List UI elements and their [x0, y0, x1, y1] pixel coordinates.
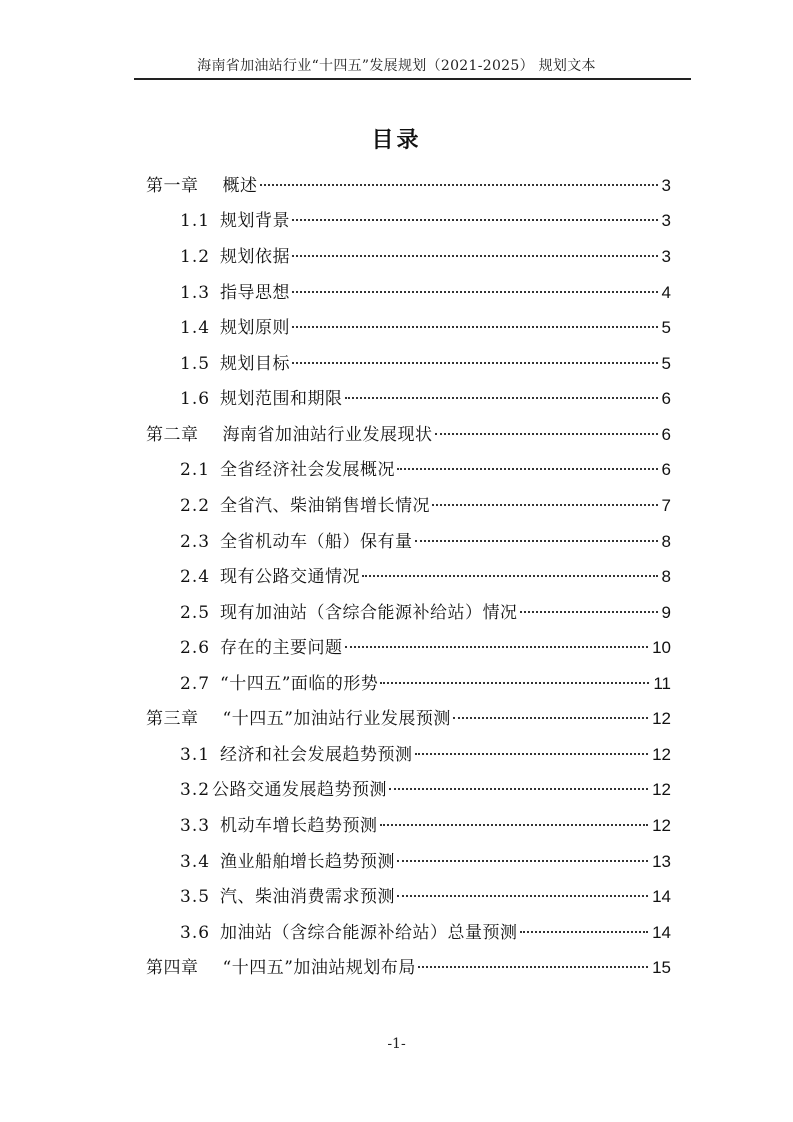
toc-title: 目录 [371, 127, 422, 153]
toc-entry-page: 3 [661, 176, 671, 195]
page-number: -1- [387, 1036, 406, 1052]
dot-leader [345, 397, 658, 399]
toc-entry-2-1[interactable] [180, 453, 671, 487]
toc-entry-number: 第一章 [146, 176, 199, 196]
toc-entry-1-1[interactable] [180, 204, 671, 238]
dot-leader [380, 682, 649, 684]
toc-entry-page: 12 [652, 780, 671, 799]
toc-entry-number: 1.6 [180, 389, 211, 409]
toc-entry-chapter-1[interactable] [146, 169, 671, 203]
toc-entry-page: 10 [652, 638, 671, 657]
toc-entry-title: 现有公路交通情况 [220, 567, 361, 587]
toc-entry-page: 5 [661, 354, 671, 373]
toc-entry-title: 公路交通发展趋势预测 [212, 780, 388, 800]
toc-entry-number: 2.6 [180, 638, 211, 658]
toc-entry-1-6[interactable] [180, 382, 671, 416]
toc-entry-page: 3 [661, 247, 671, 266]
toc-entry-number: 2.3 [180, 532, 211, 552]
toc-entry-title: 海南省加油站行业发展现状 [222, 425, 433, 445]
toc-entry-1-4[interactable] [180, 311, 671, 345]
toc-entry-chapter-4[interactable] [146, 951, 671, 985]
toc-entry-3-2[interactable] [180, 773, 671, 807]
toc-entry-page: 15 [652, 958, 671, 977]
toc-entry-page: 11 [653, 674, 671, 693]
dot-leader [453, 717, 648, 719]
dot-leader [435, 433, 658, 435]
dot-leader [292, 219, 657, 221]
toc-entry-number: 1.3 [180, 283, 211, 303]
toc-entry-number: 3.2 [180, 780, 211, 800]
toc-entry-page: 8 [661, 532, 671, 551]
toc-entry-1-3[interactable] [180, 276, 671, 310]
running-header: 海南省加油站行业“十四五”发展规划（2021-2025） 规划文本 [197, 58, 596, 74]
toc-entry-page: 13 [652, 852, 671, 871]
dot-leader [362, 575, 657, 577]
toc-entry-1-2[interactable] [180, 240, 671, 274]
toc-entry-number: 1.1 [180, 211, 211, 231]
toc-entry-page: 8 [661, 567, 671, 586]
toc-entry-page: 6 [661, 425, 671, 444]
toc-entry-chapter-2[interactable] [146, 418, 671, 452]
toc-entry-number: 2.4 [180, 567, 211, 587]
toc-entry-number: 1.5 [180, 354, 211, 374]
toc-entry-title: 全省机动车（船）保有量 [220, 532, 413, 552]
toc-entry-number: 3.4 [180, 852, 211, 872]
dot-leader [415, 540, 658, 542]
dot-leader [418, 966, 648, 968]
dot-leader [292, 362, 657, 364]
toc-entry-title: “十四五”加油站规划布局 [222, 958, 416, 978]
toc-entry-number: 3.5 [180, 887, 211, 907]
toc-entry-2-2[interactable] [180, 489, 671, 523]
dot-leader [520, 611, 658, 613]
toc-entry-title: 存在的主要问题 [220, 638, 343, 658]
toc-entry-3-4[interactable] [180, 845, 671, 879]
toc-entry-3-6[interactable] [180, 916, 671, 950]
toc-entry-page: 12 [652, 709, 671, 728]
toc-entry-number: 2.7 [180, 674, 211, 694]
toc-entry-title: “十四五”加油站行业发展预测 [222, 709, 451, 729]
toc-entry-2-5[interactable] [180, 596, 671, 630]
toc-entry-page: 4 [661, 283, 671, 302]
dot-leader [389, 788, 648, 790]
toc-entry-title: 指导思想 [220, 283, 291, 303]
toc-entry-1-5[interactable] [180, 347, 671, 381]
toc-entry-3-5[interactable] [180, 880, 671, 914]
toc-entry-page: 6 [661, 389, 671, 408]
header-rule [134, 78, 691, 80]
toc-entry-number: 3.1 [180, 745, 211, 765]
toc-entry-title: 概述 [222, 176, 258, 196]
toc-entry-3-3[interactable] [180, 809, 671, 843]
toc-entry-title: 规划依据 [220, 247, 291, 267]
toc-entry-title: 全省汽、柴油销售增长情况 [220, 496, 431, 516]
dot-leader [292, 326, 657, 328]
toc-entry-title: 规划背景 [220, 211, 291, 231]
toc-entry-number: 2.1 [180, 460, 211, 480]
toc-entry-number: 第二章 [146, 425, 199, 445]
toc-entry-number: 2.5 [180, 603, 211, 623]
dot-leader [292, 291, 657, 293]
toc-entry-number: 3.6 [180, 923, 211, 943]
dot-leader [397, 468, 657, 470]
toc-entry-title: “十四五”面临的形势 [220, 674, 379, 694]
toc-entry-2-6[interactable] [180, 631, 671, 665]
toc-entry-title: 经济和社会发展趋势预测 [220, 745, 413, 765]
dot-leader [415, 753, 649, 755]
toc-entry-title: 全省经济社会发展概况 [220, 460, 396, 480]
toc-entry-title: 规划范围和期限 [220, 389, 343, 409]
dot-leader [432, 504, 657, 506]
toc-entry-number: 第四章 [146, 958, 199, 978]
toc-entry-title: 渔业船舶增长趋势预测 [220, 852, 396, 872]
dot-leader [520, 931, 649, 933]
toc-entry-page: 14 [652, 887, 671, 906]
toc-entry-page: 6 [661, 460, 671, 479]
toc-entry-chapter-3[interactable] [146, 702, 671, 736]
toc-entry-page: 5 [661, 318, 671, 337]
dot-leader [380, 824, 649, 826]
dot-leader [260, 184, 658, 186]
dot-leader [292, 255, 657, 257]
dot-leader [397, 895, 648, 897]
toc-entry-page: 12 [652, 745, 671, 764]
toc-entry-3-1[interactable] [180, 738, 671, 772]
toc-entry-page: 7 [661, 496, 671, 515]
dot-leader [397, 860, 648, 862]
toc-entry-page: 14 [652, 923, 671, 942]
toc-entry-2-3[interactable] [180, 525, 671, 559]
dot-leader [345, 646, 649, 648]
toc-entry-page: 9 [661, 603, 671, 622]
toc-entry-title: 规划目标 [220, 354, 291, 374]
toc-entry-page: 12 [652, 816, 671, 835]
toc-entry-number: 3.3 [180, 816, 211, 836]
toc-entry-number: 1.2 [180, 247, 211, 267]
toc-entry-number: 2.2 [180, 496, 211, 516]
toc-entry-page: 3 [661, 211, 671, 230]
toc-entry-title: 加油站（含综合能源补给站）总量预测 [220, 923, 518, 943]
toc-entry-number: 1.4 [180, 318, 211, 338]
toc-entry-title: 现有加油站（含综合能源补给站）情况 [220, 603, 518, 623]
toc-entry-2-7[interactable] [180, 667, 671, 701]
toc-entry-title: 机动车增长趋势预测 [220, 816, 378, 836]
toc-entry-2-4[interactable] [180, 560, 671, 594]
toc-entry-title: 规划原则 [220, 318, 291, 338]
toc-entry-title: 汽、柴油消费需求预测 [220, 887, 396, 907]
toc-entry-number: 第三章 [146, 709, 199, 729]
